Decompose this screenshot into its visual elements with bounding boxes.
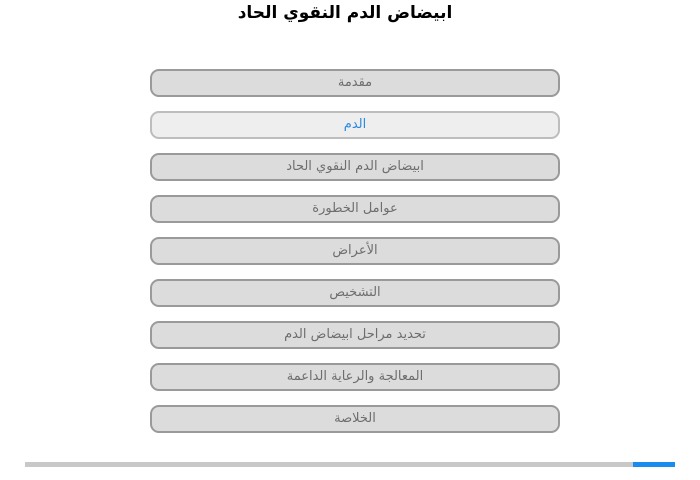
progress-bar	[25, 462, 675, 467]
menu-item-introduction[interactable]: مقدمة	[150, 69, 560, 97]
menu-item-summary[interactable]: الخلاصة	[150, 405, 560, 433]
menu-item-diagnosis[interactable]: التشخيص	[150, 279, 560, 307]
menu-item-symptoms[interactable]: الأعراض	[150, 237, 560, 265]
menu-item-risk-factors[interactable]: عوامل الخطورة	[150, 195, 560, 223]
page-title: ابيضاض الدم النقوي الحاد	[237, 3, 453, 23]
menu-item-blood[interactable]: الدم	[150, 111, 560, 139]
menu-item-aml[interactable]: ابيضاض الدم النقوي الحاد	[150, 153, 560, 181]
menu-item-treatment[interactable]: المعالجة والرعاية الداعمة	[150, 363, 560, 391]
progress-fill	[633, 462, 675, 467]
chapter-menu	[150, 69, 560, 447]
menu-item-staging[interactable]: تحديد مراحل ابيضاض الدم	[150, 321, 560, 349]
